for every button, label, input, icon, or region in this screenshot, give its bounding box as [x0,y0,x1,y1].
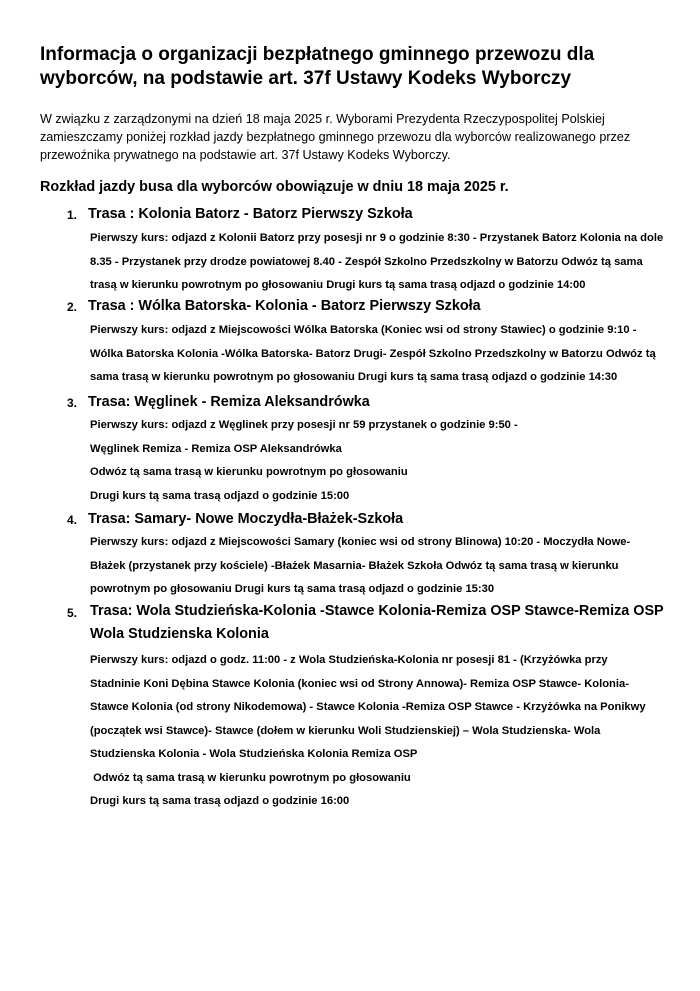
route-line: Drugi kurs tą sama trasą odjazd o godzinie 16:00 [90,795,350,807]
route-line: sama trasą w kierunku powrotnym po głosowaniu Drugi kurs tą sama trasą odjazd o godzinie 14:30 [90,371,618,383]
route-description [90,227,670,298]
route-line: Wólka Batorska Kolonia -Wólka Batorska- Batorz Drugi- Zespół Szkolno Przedszkolny w Batorzu Odwóz tą [90,347,656,360]
route-line: trasą w kierunku powrotnym po głosowaniu Drugi kurs tą sama trasą odjazd o godzinie 14:00 [90,279,586,291]
route-line: Drugi kurs tą sama trasą odjazd o godzinie 15:00 [90,489,350,502]
document-title [40,43,660,91]
route-line: Pierwszy kurs: odjazd o godz. 11:00 - z Wola Studzieńska-Kolonia nr posesji 81 - (Krzyżówka przy [90,654,608,666]
route-description [90,414,670,508]
intro-line: W związku z zarządzonymi na dzień 18 maja 2025 r. Wyborami Prezydenta Rzeczypospolitej Polskiej [40,112,605,126]
route-number: 1. [67,208,78,222]
route-line: Błażek (przystanek przy kościele) -Błażek Masarnia- Błażek Szkoła Odwóz tą sama trasą w kierunku [90,559,619,572]
route-line: Studzienska Kolonia - Wola Studzieńska Kolonia Remiza OSP [90,748,418,760]
route-title: Trasa : Wólka Batorska- Kolonia - Batorz Pierwszy Szkoła [88,298,481,314]
route-title [90,600,675,646]
route-line: Stadninie Koni Dębina Stawce Kolonia (koniec wsi od Strony Annowa)- Remiza OSP Stawce- Kolonia- [90,677,629,690]
route-line: Odwóz tą sama trasą w kierunku powrotnym po głosowaniu [90,771,411,784]
route-title-line: Wola Studzienska Kolonia [90,626,269,642]
intro-line: zamieszczamy poniżej rozkład jazdy bezpłatnego gminnego przewozu dla wyborców realizowanego przez [40,130,631,144]
route-line: Pierwszy kurs: odjazd z Miejscowości Wólka Batorska (Koniec wsi od strony Stawiec) o godzinie 9:10 - [90,324,637,336]
route-title: Trasa : Kolonia Batorz - Batorz Pierwszy Szkoła [88,206,413,222]
route-line: Odwóz tą sama trasą w kierunku powrotnym po głosowaniu [90,466,408,478]
schedule-heading: Rozkład jazdy busa dla wyborców obowiązuje w dniu 18 maja 2025 r. [40,179,509,195]
route-line: Pierwszy kurs: odjazd z Kolonii Batorz przy posesji nr 9 o godzinie 8:30 - Przystanek Batorz Kolonia na dole [90,232,664,244]
route-line: Węglinek Remiza - Remiza OSP Aleksandrówka [90,442,342,455]
document-title-line: Informacja o organizacji bezpłatnego gminnego przewozu dla [40,44,595,65]
route-number: 4. [67,513,78,527]
route-line: 8.35 - Przystanek przy drodze powiatowej 8.40 - Zespół Szkolno Przedszkolny w Batorzu Odwóz tą sama [90,255,643,268]
route-line: (początek wsi Stawce)- Stawce (dołem w kierunku Woli Studzienskiej) – Wola Studzienska- Wola [90,724,601,737]
route-number: 3. [67,396,78,410]
route-title: Trasa: Samary- Nowe Moczydła-Błażek-Szkoła [88,511,404,527]
route-number: 5. [67,606,78,620]
route-number: 2. [67,300,78,314]
document-title-line: wyborców, na podstawie art. 37f Ustawy Kodeks Wyborczy [40,68,572,89]
route-description [90,319,670,390]
route-line: Stawce Kolonia (od strony Nikodemowa) - Stawce Kolonia -Remiza OSP Stawce - Krzyżówka na Ponikwy [90,701,646,713]
route-title: Trasa: Węglinek - Remiza Aleksandrówka [88,394,370,410]
route-description [90,531,670,602]
route-title-line: Trasa: Wola Studzieńska-Kolonia -Stawce Kolonia-Remiza OSP Stawce-Remiza OSP [90,603,664,619]
route-line: Pierwszy kurs: odjazd z Miejscowości Samary (koniec wsi od strony Blinowa) 10:20 - Moczydła Nowe- [90,536,631,548]
route-line: Pierwszy kurs: odjazd z Węglinek przy posesji nr 59 przystanek o godzinie 9:50 - [90,419,518,431]
route-description [90,649,670,814]
intro-paragraph [40,110,670,164]
intro-line: przewoźnika prywatnego na podstawie art. 37f Ustawy Kodeks Wyborczy. [40,148,451,162]
route-line: powrotnym po głosowaniu Drugi kurs tą sama trasą odjazd o godzinie 15:30 [90,583,495,595]
